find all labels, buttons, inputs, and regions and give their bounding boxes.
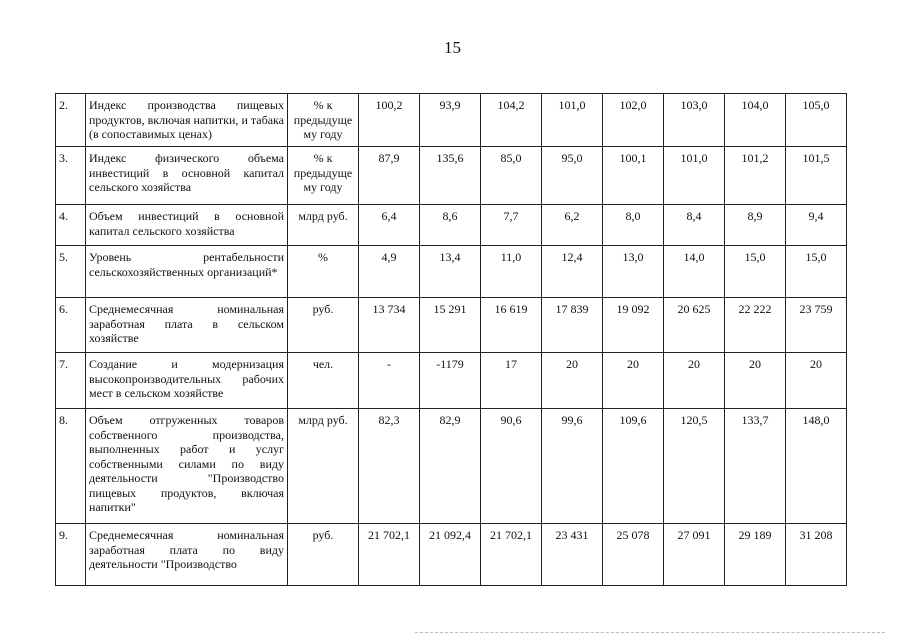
value-cell: 6,2 (542, 205, 603, 246)
value-cell: 20 (786, 353, 847, 409)
value-cell: 19 092 (603, 298, 664, 353)
value-cell: 85,0 (481, 147, 542, 205)
table-row (56, 524, 847, 586)
indicator-name: Уровень рентабельности сельскохозяйственных организаций* (86, 246, 288, 298)
value-cell: 93,9 (420, 94, 481, 147)
value-cell: 17 (481, 353, 542, 409)
value-cell: 133,7 (725, 409, 786, 524)
value-cell: 13 734 (359, 298, 420, 353)
value-cell: 82,9 (420, 409, 481, 524)
value-cell: 9,4 (786, 205, 847, 246)
value-cell: 21 702,1 (359, 524, 420, 586)
value-cell: 99,6 (542, 409, 603, 524)
indicator-name: Индекс физического объема инвестиций в основной капитал сельского хозяйства (86, 147, 288, 205)
value-cell: 25 078 (603, 524, 664, 586)
value-cell: 7,7 (481, 205, 542, 246)
value-cell: 15,0 (786, 246, 847, 298)
indicator-name: Среднемесячная номинальная заработная плата по виду деятельности "Производство (86, 524, 288, 586)
unit: руб. (288, 524, 359, 586)
value-cell: 14,0 (664, 246, 725, 298)
table-row (56, 298, 847, 353)
value-cell: 109,6 (603, 409, 664, 524)
page-number: 15 (444, 38, 461, 57)
unit: млрд руб. (288, 205, 359, 246)
unit: руб. (288, 298, 359, 353)
value-cell: 13,0 (603, 246, 664, 298)
value-cell: 8,6 (420, 205, 481, 246)
value-cell: 135,6 (420, 147, 481, 205)
value-cell: 13,4 (420, 246, 481, 298)
table-row (56, 353, 847, 409)
row-number: 2. (56, 94, 86, 147)
value-cell: 8,4 (664, 205, 725, 246)
value-cell: 20 (725, 353, 786, 409)
value-cell: 21 092,4 (420, 524, 481, 586)
value-cell: 23 431 (542, 524, 603, 586)
page-bottom-edge (0, 626, 905, 640)
table-row (56, 147, 847, 205)
value-cell: 16 619 (481, 298, 542, 353)
value-cell: 22 222 (725, 298, 786, 353)
value-cell: 120,5 (664, 409, 725, 524)
value-cell: 100,1 (603, 147, 664, 205)
row-number: 8. (56, 409, 86, 524)
value-cell: 101,0 (664, 147, 725, 205)
value-cell: 87,9 (359, 147, 420, 205)
value-cell: 8,0 (603, 205, 664, 246)
value-cell: 105,0 (786, 94, 847, 147)
table-row (56, 205, 847, 246)
unit: % к предыдуще му году (288, 94, 359, 147)
value-cell: 101,5 (786, 147, 847, 205)
value-cell: -1179 (420, 353, 481, 409)
value-cell: 20 (664, 353, 725, 409)
unit: млрд руб. (288, 409, 359, 524)
value-cell: 6,4 (359, 205, 420, 246)
value-cell: 104,2 (481, 94, 542, 147)
value-cell: 31 208 (786, 524, 847, 586)
table-row (56, 94, 847, 147)
scan-artifact-line (415, 632, 885, 633)
unit: % (288, 246, 359, 298)
value-cell: 102,0 (603, 94, 664, 147)
value-cell: 100,2 (359, 94, 420, 147)
indicator-name: Индекс производства пищевых продуктов, включая напитки, и табака (в сопоставимых ценах) (86, 94, 288, 147)
indicators-table (55, 93, 847, 586)
row-number: 9. (56, 524, 86, 586)
table-body (56, 94, 847, 586)
value-cell: 17 839 (542, 298, 603, 353)
value-cell: 82,3 (359, 409, 420, 524)
value-cell: 20 (603, 353, 664, 409)
table-row (56, 409, 847, 524)
value-cell: 15 291 (420, 298, 481, 353)
row-number: 4. (56, 205, 86, 246)
value-cell: - (359, 353, 420, 409)
value-cell: 29 189 (725, 524, 786, 586)
row-number: 5. (56, 246, 86, 298)
value-cell: 101,2 (725, 147, 786, 205)
value-cell: 27 091 (664, 524, 725, 586)
unit: чел. (288, 353, 359, 409)
value-cell: 23 759 (786, 298, 847, 353)
indicator-name: Объем инвестиций в основной капитал сельского хозяйства (86, 205, 288, 246)
value-cell: 95,0 (542, 147, 603, 205)
value-cell: 148,0 (786, 409, 847, 524)
indicator-name: Создание и модернизация высокопроизводительных рабочих мест в сельском хозяйстве (86, 353, 288, 409)
row-number: 7. (56, 353, 86, 409)
value-cell: 103,0 (664, 94, 725, 147)
row-number: 6. (56, 298, 86, 353)
value-cell: 8,9 (725, 205, 786, 246)
value-cell: 104,0 (725, 94, 786, 147)
value-cell: 15,0 (725, 246, 786, 298)
unit: % к предыдуще му году (288, 147, 359, 205)
value-cell: 101,0 (542, 94, 603, 147)
value-cell: 20 (542, 353, 603, 409)
row-number: 3. (56, 147, 86, 205)
value-cell: 90,6 (481, 409, 542, 524)
value-cell: 21 702,1 (481, 524, 542, 586)
value-cell: 4,9 (359, 246, 420, 298)
table-row (56, 246, 847, 298)
value-cell: 20 625 (664, 298, 725, 353)
value-cell: 12,4 (542, 246, 603, 298)
indicator-name: Объем отгруженных товаров собственного производства, выполненных работ и услуг собственными силами по виду деятельности "Производство пищевых продуктов, включая напитки" (86, 409, 288, 524)
value-cell: 11,0 (481, 246, 542, 298)
indicator-name: Среднемесячная номинальная заработная плата в сельском хозяйстве (86, 298, 288, 353)
